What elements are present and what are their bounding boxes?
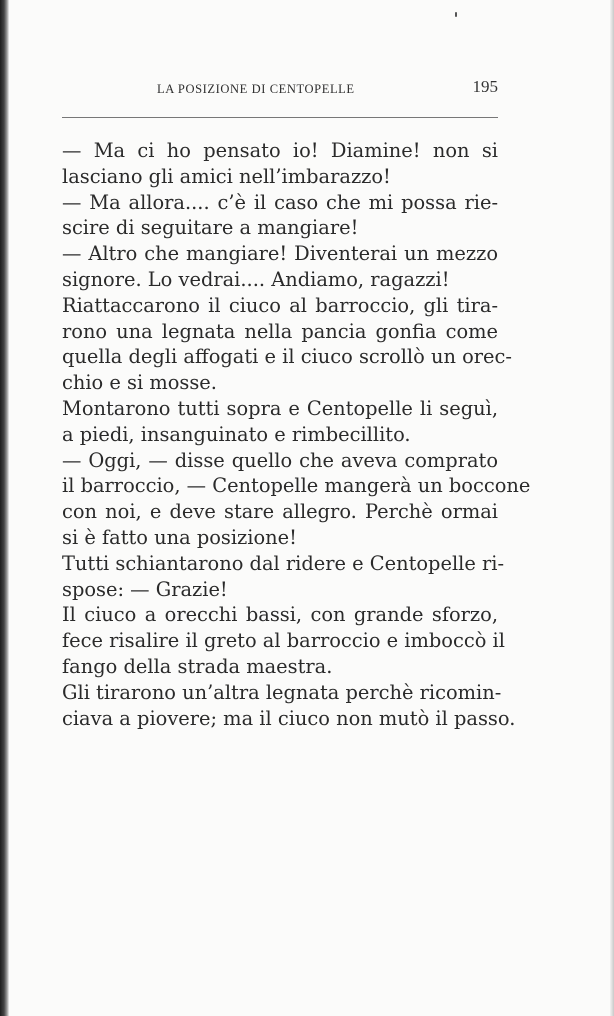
running-title: LA POSIZIONE DI CENTOPELLE [157,82,355,96]
header-rule [62,117,498,118]
running-header [62,76,498,102]
paragraph [62,138,498,190]
text-line: il barroccio, — Centopelle mangerà un boccone [62,474,531,498]
paragraph [62,396,498,448]
text-line: fece risalire il greto al barroccio e imboccò il [62,629,505,653]
text-line: lasciano gli amici nell’imbarazzo! [62,164,391,188]
text-line: con noi, e deve stare allegro. Perchè ormai [62,500,498,524]
body-text [62,138,531,731]
text-line: quella degli affogati e il ciuco scrollò un orec- [62,345,512,369]
text-line: si è fatto una posizione! [62,525,297,549]
text-line: rono una legnata nella pancia gonfia come [62,319,498,343]
text-line: — Altro che mangiare! Diventerai un mezzo [62,242,498,266]
text-line: fango della strada maestra. [62,654,333,678]
page-number: 195 [472,77,498,96]
text-line: Gli tirarono un’altra legnata perchè ricomin- [62,680,502,704]
text-line: — Ma allora.... c’è il caso che mi possa rie- [62,190,498,214]
page-edge [610,0,614,1016]
paragraph [62,448,531,551]
page-gutter-shadow [0,0,9,1016]
text-line: spose: — Grazie! [62,577,228,601]
text-line: scire di seguitare a mangiare! [62,216,359,240]
ink-speck [455,12,457,17]
text-line: signore. Lo vedrai.... Andiamo, ragazzi! [62,267,450,291]
paragraph [62,680,516,732]
text-line: — Oggi, — disse quello che aveva comprato [62,448,498,472]
text-line: Riattaccarono il ciuco al barroccio, gli tira- [62,293,498,317]
text-line: — Ma ci ho pensato io! Diamine! non si [62,139,498,162]
text-line: a piedi, insanguinato e rimbecillito. [62,422,411,446]
paragraph [62,190,498,242]
paragraph [62,241,498,293]
paragraph [62,602,505,679]
paragraph [62,551,505,603]
paragraph [62,293,512,396]
text-line: Montarono tutti sopra e Centopelle li seguì, [62,396,498,420]
text-line: Il ciuco a orecchi bassi, con grande sforzo, [62,603,498,627]
text-line: Tutti schiantarono dal ridere e Centopelle ri- [62,551,505,575]
text-line: ciava a piovere; ma il ciuco non mutò il passo. [62,706,516,730]
text-line: chio e si mosse. [62,371,217,395]
